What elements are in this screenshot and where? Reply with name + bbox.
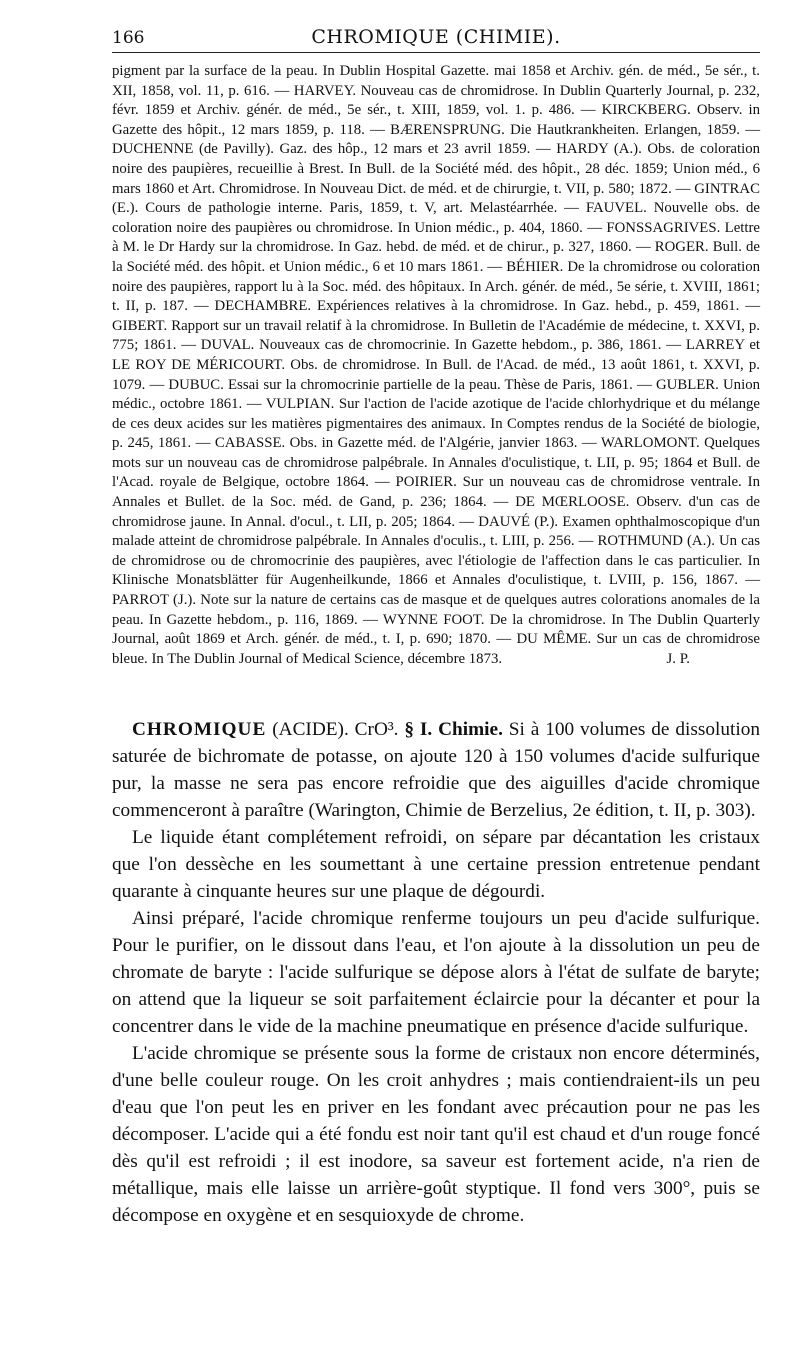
- article-headword-formula: (ACIDE). CrO³.: [266, 719, 405, 740]
- article-paragraph: Ainsi préparé, l'acide chromique renferme toujours un peu d'acide sulfurique. Pour le purifier, on le dissout dans l'eau, et l'on ajoute à la dissolution un peu de chromate de baryte : l'acide sulfurique se dépose alors à l'état de sulfate de baryte; on attend que la liqueur se soit parfaitement éclaircie pour la décanter et pour la concentrer dans le vide de la machine pneumatique en présence d'acide sulfurique.: [112, 908, 760, 1037]
- bibliography-text: pigment par la surface de la peau. In Dublin Hospital Gazette. mai 1858 et Archiv. gén. de méd., 5e sér., t. XII, 1858, vol. 11, p. 616. — HARVEY. Nouveau cas de chromidrose. In Dublin Quarterly Journal, p. 232, févr. 1859 et Archiv. génér. de méd., 5e sér., t. XIII, 1859, vol. 1. p. 486. — KIRCKBERG. Observ. in Gazette des hôpit., 12 mars 1859, p. 118. — BÆRENSPRUNG. Die Hautkrankheiten. Erlangen, 1859. — DUCHENNE (de Pavilly). Gaz. des hôp., 12 mars et 23 avril 1859. — HARDY (A.). Obs. de coloration noire des paupières, recueillie à Brest. In Bull. de la Société méd. des hôpit., 28 déc. 1859; Union méd., 6 mars 1860 et Art. Chromidrose. In Nouveau Dict. de méd. et de chirurgie, t. VII, p. 580; 1872. — GINTRAC (E.). Cours de pathologie interne. Paris, 1859, t. V, art. Melastéarrhée. — FAUVEL. Nouvelle obs. de coloration noire des paupières ou chromidrose. In Union médic., p. 404, 1860. — FONSSAGRIVES. Lettre à M. le Dr Hardy sur la chromidrose. In Gaz. hebd. de méd. et de chirur., p. 327, 1860. — ROGER. Bull. de la Société méd. des hôpit. et Union médic., 6 et 10 mars 1861. — BÉHIER. De la chromidrose ou coloration noire des paupières, rapport lu à la Soc. méd. des hôpitaux. In Arch. génér. de méd., 5e série, t. XVIII, 1861; t. II, p. 187. — DECHAMBRE. Expériences relatives à la chromidrose. In Gaz. hebd., p. 459, 1861. — GIBERT. Rapport sur un travail relatif à la chromidrose. In Bulletin de l'Académie de médecine, t. XXVI, p. 775; 1861. — DUVAL. Nouveaux cas de chromocrinie. In Gazette hebdom., p. 386, 1861. — LARREY et LE ROY DE MÉRICOURT. Obs. de chromidrose. In Bull. de l'Acad. de méd., 13 août 1861, t. XXVI, p. 1079. — DUBUC. Essai sur la chromocrinie partielle de la peau. Thèse de Paris, 1861. — GUBLER. Union médic., octobre 1861. — VULPIAN. Sur l'action de l'acide azotique de l'acide chlorhydrique et du mélange de ces deux acides sur les matières pigmentaires des animaux. In Comptes rendus de la Société de biologie, p. 245, 1861. — CABASSE. Obs. in Gazette méd. de l'Algérie, janvier 1863. — WARLOMONT. Quelques mots sur un nouveau cas de chromidrose palpébrale. In Annales d'oculistique, t. LII, p. 95; 1864 et Bull. de l'Acad. royale de Belgique, octobre 1864. — POIRIER. Sur un nouveau cas de chromidrose ventrale. In Annales et Bullet. de la Soc. méd. de Gand, p. 236; 1864. — DE MŒRLOOSE. Observ. d'un cas de chromidrose jaune. In Annal. d'ocul., t. LII, p. 205; 1864. — DAUVÉ (P.). Examen ophthalmoscopique d'un malade atteint de chromidrose palpébrale. In Annales d'oculis., t. LIII, p. 256. — ROTHMUND (A.). Un cas de chromidrose ou de chromocrinie des paupières, avec l'étiologie de l'affection dans le cas particulier. In Klinische Monatsblätter für Augenheilkunde, 1866 et Annales d'oculistique, t. LVIII, p. 156, 1867. — PARROT (J.). Note sur la nature de certains cas de masque et de quelques autres colorations anomales de la peau. In Gazette hebdom., p. 116, 1869. — WYNNE FOOT. De la chromidrose. In The Dublin Quarterly Journal, août 1869 et Arch. génér. de méd., t. I, p. 690; 1870. — DU MÊME. Sur un cas de chromidrose bleue. In The Dublin Journal of Medical Science, décembre 1873.: [112, 63, 760, 667]
- article-paragraph: Le liquide étant complétement refroidi, on sépare par décantation les cristaux que l'on dessèche en les soumettant à une certaine pression entretenue pendant quarante à cinquante heures sur une plaque de dégourdi.: [112, 827, 760, 902]
- page-header: [112, 22, 760, 53]
- running-title: CHROMIQUE (CHIMIE).: [311, 26, 561, 48]
- article-chromique-acide: [112, 716, 760, 1229]
- author-signature: J. P.: [666, 650, 690, 667]
- section-heading: § I. Chimie.: [404, 719, 503, 740]
- page-number: 166: [112, 28, 145, 48]
- article-paragraph: L'acide chromique se présente sous la forme de cristaux non encore déterminés, d'une belle couleur rouge. On les croit anhydres ; mais contiendraient-ils un peu d'eau que l'on peut les en priver en les fondant avec précaution pour ne pas les décomposer. L'acide qui a été fondu est noir tant qu'il est chaud et d'un rouge foncé dès qu'il est refroidi ; il est inodore, sa saveur est fortement acide, n'a rien de métallique, mais elle laisse un arrière-goût styptique. Il fond vers 300°, puis se décompose en oxygène et en sesquioxyde de chrome.: [112, 1043, 760, 1226]
- article-paragraph: [112, 716, 760, 824]
- bibliography-block: [112, 62, 760, 669]
- article-paragraph-text: Si à 100 volumes de dissolution saturée de bichromate de potasse, on ajoute 120 à 150 volumes d'acide sulfurique pur, la masse ne sera pas encore refroidie que des aiguilles d'acide chromique commenceront à paraître (Warington, Chimie de Berzelius, 2e édition, t. II, p. 303).: [112, 719, 760, 821]
- article-headword: CHROMIQUE: [132, 719, 267, 740]
